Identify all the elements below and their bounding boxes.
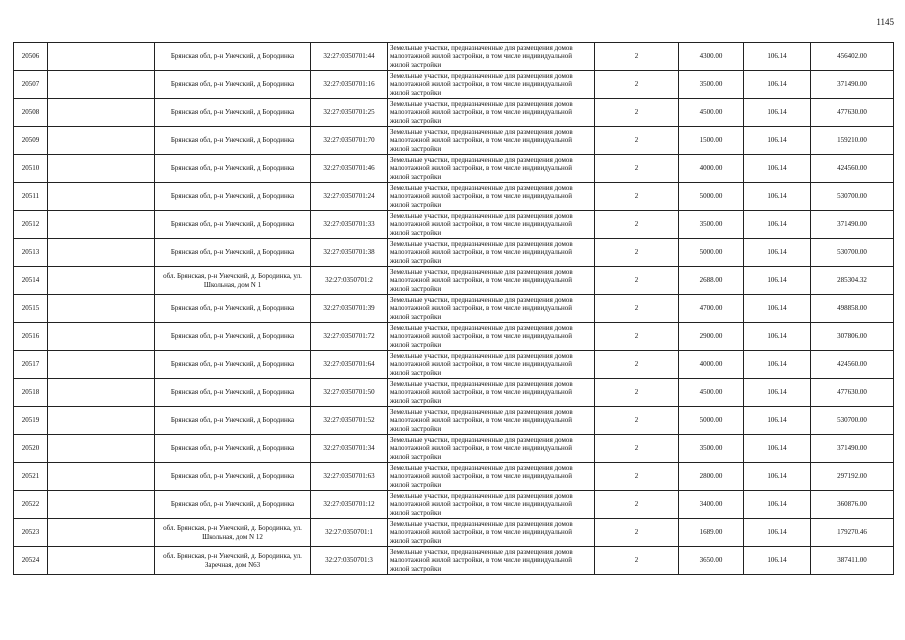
row-number-cell: 20519 <box>14 407 48 435</box>
address-cell: Брянская обл, р-н Унечский, д Бородинка <box>155 463 311 491</box>
unit-value-cell: 106.14 <box>744 519 811 547</box>
category-cell: 2 <box>595 267 679 295</box>
empty-cell <box>48 43 155 71</box>
unit-value-cell: 106.14 <box>744 71 811 99</box>
row-number-cell: 20521 <box>14 463 48 491</box>
area-cell: 4000.00 <box>679 155 744 183</box>
cadastral-value-cell: 285304.32 <box>811 267 894 295</box>
row-number-cell: 20520 <box>14 435 48 463</box>
cadastral-number-cell: 32:27:0350701:46 <box>311 155 388 183</box>
cadastral-value-cell: 297192.00 <box>811 463 894 491</box>
cadastral-number-cell: 32:27:0350701:44 <box>311 43 388 71</box>
empty-cell <box>48 407 155 435</box>
land-use-cell: Земельные участки, предназначенные для размещения домов малоэтажной жилой застройки, в том числе индивидуальной жилой застройки <box>388 127 595 155</box>
cadastral-value-cell: 477630.00 <box>811 99 894 127</box>
address-cell: Брянская обл, р-н Унечский, д Бородинка <box>155 491 311 519</box>
empty-cell <box>48 351 155 379</box>
row-number-cell: 20510 <box>14 155 48 183</box>
table-row <box>14 267 894 295</box>
cadastral-number-cell: 32:27:0350701:1 <box>311 519 388 547</box>
unit-value-cell: 106.14 <box>744 379 811 407</box>
empty-cell <box>48 71 155 99</box>
category-cell: 2 <box>595 379 679 407</box>
unit-value-cell: 106.14 <box>744 435 811 463</box>
area-cell: 4000.00 <box>679 351 744 379</box>
unit-value-cell: 106.14 <box>744 155 811 183</box>
cadastral-value-table <box>13 42 894 575</box>
land-use-cell: Земельные участки, предназначенные для размещения домов малоэтажной жилой застройки, в том числе индивидуальной жилой застройки <box>388 491 595 519</box>
empty-cell <box>48 239 155 267</box>
empty-cell <box>48 379 155 407</box>
cadastral-number-cell: 32:27:0350701:12 <box>311 491 388 519</box>
unit-value-cell: 106.14 <box>744 127 811 155</box>
empty-cell <box>48 519 155 547</box>
unit-value-cell: 106.14 <box>744 99 811 127</box>
empty-cell <box>48 127 155 155</box>
cadastral-value-cell: 530700.00 <box>811 183 894 211</box>
row-number-cell: 20506 <box>14 43 48 71</box>
cadastral-value-cell: 371490.00 <box>811 435 894 463</box>
address-cell: Брянская обл, р-н Унечский, д Бородинка <box>155 211 311 239</box>
row-number-cell: 20509 <box>14 127 48 155</box>
land-use-cell: Земельные участки, предназначенные для размещения домов малоэтажной жилой застройки, в том числе индивидуальной жилой застройки <box>388 183 595 211</box>
cadastral-number-cell: 32:27:0350701:50 <box>311 379 388 407</box>
table-row <box>14 183 894 211</box>
category-cell: 2 <box>595 351 679 379</box>
cadastral-number-cell: 32:27:0350701:34 <box>311 435 388 463</box>
table-row <box>14 43 894 71</box>
address-cell: Брянская обл, р-н Унечский, д Бородинка <box>155 351 311 379</box>
table-row <box>14 127 894 155</box>
category-cell: 2 <box>595 407 679 435</box>
table-row <box>14 547 894 575</box>
table-row <box>14 323 894 351</box>
cadastral-number-cell: 32:27:0350701:24 <box>311 183 388 211</box>
land-use-cell: Земельные участки, предназначенные для размещения домов малоэтажной жилой застройки, в том числе индивидуальной жилой застройки <box>388 155 595 183</box>
row-number-cell: 20507 <box>14 71 48 99</box>
table-row <box>14 407 894 435</box>
cadastral-value-cell: 387411.00 <box>811 547 894 575</box>
land-use-cell: Земельные участки, предназначенные для размещения домов малоэтажной жилой застройки, в том числе индивидуальной жилой застройки <box>388 407 595 435</box>
area-cell: 4500.00 <box>679 99 744 127</box>
address-cell: Брянская обл, р-н Унечский, д Бородинка <box>155 239 311 267</box>
address-cell: обл. Брянская, р-н Унечский, д. Бородинка, ул. Школьная, дом N 12 <box>155 519 311 547</box>
category-cell: 2 <box>595 519 679 547</box>
row-number-cell: 20518 <box>14 379 48 407</box>
cadastral-value-cell: 456402.00 <box>811 43 894 71</box>
area-cell: 4700.00 <box>679 295 744 323</box>
table-row <box>14 379 894 407</box>
cadastral-number-cell: 32:27:0350701:33 <box>311 211 388 239</box>
cadastral-number-cell: 32:27:0350701:39 <box>311 295 388 323</box>
address-cell: Брянская обл, р-н Унечский, д Бородинка <box>155 99 311 127</box>
land-use-cell: Земельные участки, предназначенные для размещения домов малоэтажной жилой застройки, в том числе индивидуальной жилой застройки <box>388 519 595 547</box>
land-use-cell: Земельные участки, предназначенные для размещения домов малоэтажной жилой застройки, в том числе индивидуальной жилой застройки <box>388 211 595 239</box>
cadastral-number-cell: 32:27:0350701:63 <box>311 463 388 491</box>
category-cell: 2 <box>595 211 679 239</box>
address-cell: Брянская обл, р-н Унечский, д Бородинка <box>155 323 311 351</box>
area-cell: 3650.00 <box>679 547 744 575</box>
table-row <box>14 71 894 99</box>
area-cell: 1500.00 <box>679 127 744 155</box>
empty-cell <box>48 267 155 295</box>
empty-cell <box>48 295 155 323</box>
table-row <box>14 295 894 323</box>
empty-cell <box>48 323 155 351</box>
row-number-cell: 20516 <box>14 323 48 351</box>
category-cell: 2 <box>595 295 679 323</box>
unit-value-cell: 106.14 <box>744 211 811 239</box>
unit-value-cell: 106.14 <box>744 43 811 71</box>
unit-value-cell: 106.14 <box>744 323 811 351</box>
empty-cell <box>48 211 155 239</box>
cadastral-number-cell: 32:27:0350701:16 <box>311 71 388 99</box>
table-row <box>14 155 894 183</box>
category-cell: 2 <box>595 183 679 211</box>
table-row <box>14 463 894 491</box>
land-use-cell: Земельные участки, предназначенные для размещения домов малоэтажной жилой застройки, в том числе индивидуальной жилой застройки <box>388 71 595 99</box>
area-cell: 3500.00 <box>679 435 744 463</box>
unit-value-cell: 106.14 <box>744 239 811 267</box>
cadastral-value-cell: 530700.00 <box>811 407 894 435</box>
row-number-cell: 20511 <box>14 183 48 211</box>
category-cell: 2 <box>595 155 679 183</box>
land-use-cell: Земельные участки, предназначенные для размещения домов малоэтажной жилой застройки, в том числе индивидуальной жилой застройки <box>388 463 595 491</box>
land-use-cell: Земельные участки, предназначенные для размещения домов малоэтажной жилой застройки, в том числе индивидуальной жилой застройки <box>388 323 595 351</box>
empty-cell <box>48 99 155 127</box>
area-cell: 3500.00 <box>679 71 744 99</box>
category-cell: 2 <box>595 547 679 575</box>
unit-value-cell: 106.14 <box>744 491 811 519</box>
row-number-cell: 20514 <box>14 267 48 295</box>
row-number-cell: 20515 <box>14 295 48 323</box>
page-number: 1145 <box>876 17 894 27</box>
cadastral-value-cell: 371490.00 <box>811 211 894 239</box>
table-row <box>14 239 894 267</box>
cadastral-number-cell: 32:27:0350701:38 <box>311 239 388 267</box>
address-cell: обл. Брянская, р-н Унечский, д. Бородинка, ул. Школьная, дом N 1 <box>155 267 311 295</box>
address-cell: Брянская обл, р-н Унечский, д Бородинка <box>155 407 311 435</box>
row-number-cell: 20517 <box>14 351 48 379</box>
address-cell: Брянская обл, р-н Унечский, д Бородинка <box>155 155 311 183</box>
category-cell: 2 <box>595 435 679 463</box>
cadastral-number-cell: 32:27:0350701:70 <box>311 127 388 155</box>
land-use-cell: Земельные участки, предназначенные для размещения домов малоэтажной жилой застройки, в том числе индивидуальной жилой застройки <box>388 99 595 127</box>
address-cell: Брянская обл, р-н Унечский, д Бородинка <box>155 183 311 211</box>
land-use-cell: Земельные участки, предназначенные для размещения домов малоэтажной жилой застройки, в том числе индивидуальной жилой застройки <box>388 267 595 295</box>
unit-value-cell: 106.14 <box>744 351 811 379</box>
row-number-cell: 20508 <box>14 99 48 127</box>
cadastral-number-cell: 32:27:0350701:25 <box>311 99 388 127</box>
unit-value-cell: 106.14 <box>744 295 811 323</box>
address-cell: Брянская обл, р-н Унечский, д Бородинка <box>155 435 311 463</box>
cadastral-value-cell: 371490.00 <box>811 71 894 99</box>
address-cell: Брянская обл, р-н Унечский, д Бородинка <box>155 71 311 99</box>
category-cell: 2 <box>595 323 679 351</box>
cadastral-value-cell: 530700.00 <box>811 239 894 267</box>
row-number-cell: 20512 <box>14 211 48 239</box>
area-cell: 2900.00 <box>679 323 744 351</box>
cadastral-value-cell: 424560.00 <box>811 155 894 183</box>
cadastral-number-cell: 32:27:0350701:52 <box>311 407 388 435</box>
table-body <box>14 43 894 575</box>
area-cell: 3500.00 <box>679 211 744 239</box>
unit-value-cell: 106.14 <box>744 267 811 295</box>
land-use-cell: Земельные участки, предназначенные для размещения домов малоэтажной жилой застройки, в том числе индивидуальной жилой застройки <box>388 435 595 463</box>
unit-value-cell: 106.14 <box>744 407 811 435</box>
table-row <box>14 211 894 239</box>
row-number-cell: 20524 <box>14 547 48 575</box>
area-cell: 2688.00 <box>679 267 744 295</box>
land-use-cell: Земельные участки, предназначенные для размещения домов малоэтажной жилой застройки, в том числе индивидуальной жилой застройки <box>388 379 595 407</box>
area-cell: 5000.00 <box>679 183 744 211</box>
category-cell: 2 <box>595 127 679 155</box>
category-cell: 2 <box>595 239 679 267</box>
cadastral-value-cell: 360876.00 <box>811 491 894 519</box>
unit-value-cell: 106.14 <box>744 547 811 575</box>
table-row <box>14 99 894 127</box>
cadastral-number-cell: 32:27:0350701:72 <box>311 323 388 351</box>
unit-value-cell: 106.14 <box>744 183 811 211</box>
area-cell: 4500.00 <box>679 379 744 407</box>
land-use-cell: Земельные участки, предназначенные для размещения домов малоэтажной жилой застройки, в том числе индивидуальной жилой застройки <box>388 43 595 71</box>
address-cell: Брянская обл, р-н Унечский, д Бородинка <box>155 379 311 407</box>
category-cell: 2 <box>595 491 679 519</box>
category-cell: 2 <box>595 99 679 127</box>
table-row <box>14 491 894 519</box>
cadastral-value-cell: 498858.00 <box>811 295 894 323</box>
land-use-cell: Земельные участки, предназначенные для размещения домов малоэтажной жилой застройки, в том числе индивидуальной жилой застройки <box>388 547 595 575</box>
cadastral-number-cell: 32:27:0350701:64 <box>311 351 388 379</box>
area-cell: 3400.00 <box>679 491 744 519</box>
table-row <box>14 519 894 547</box>
address-cell: Брянская обл, р-н Унечский, д Бородинка <box>155 127 311 155</box>
area-cell: 2800.00 <box>679 463 744 491</box>
row-number-cell: 20513 <box>14 239 48 267</box>
table-row <box>14 351 894 379</box>
address-cell: Брянская обл, р-н Унечский, д Бородинка <box>155 43 311 71</box>
address-cell: Брянская обл, р-н Унечский, д Бородинка <box>155 295 311 323</box>
cadastral-value-cell: 307806.00 <box>811 323 894 351</box>
area-cell: 5000.00 <box>679 239 744 267</box>
address-cell: обл. Брянская, р-н Унечский, д. Бородинка, ул. Заречная, дом N63 <box>155 547 311 575</box>
table-row <box>14 435 894 463</box>
land-use-cell: Земельные участки, предназначенные для размещения домов малоэтажной жилой застройки, в том числе индивидуальной жилой застройки <box>388 351 595 379</box>
row-number-cell: 20522 <box>14 491 48 519</box>
empty-cell <box>48 463 155 491</box>
cadastral-value-cell: 179270.46 <box>811 519 894 547</box>
unit-value-cell: 106.14 <box>744 463 811 491</box>
cadastral-value-cell: 159210.00 <box>811 127 894 155</box>
cadastral-value-cell: 477630.00 <box>811 379 894 407</box>
land-use-cell: Земельные участки, предназначенные для размещения домов малоэтажной жилой застройки, в том числе индивидуальной жилой застройки <box>388 239 595 267</box>
area-cell: 5000.00 <box>679 407 744 435</box>
cadastral-number-cell: 32:27:0350701:3 <box>311 547 388 575</box>
empty-cell <box>48 547 155 575</box>
row-number-cell: 20523 <box>14 519 48 547</box>
area-cell: 1689.00 <box>679 519 744 547</box>
category-cell: 2 <box>595 43 679 71</box>
cadastral-value-cell: 424560.00 <box>811 351 894 379</box>
empty-cell <box>48 183 155 211</box>
cadastral-number-cell: 32:27:0350701:2 <box>311 267 388 295</box>
category-cell: 2 <box>595 463 679 491</box>
empty-cell <box>48 155 155 183</box>
land-use-cell: Земельные участки, предназначенные для размещения домов малоэтажной жилой застройки, в том числе индивидуальной жилой застройки <box>388 295 595 323</box>
empty-cell <box>48 435 155 463</box>
category-cell: 2 <box>595 71 679 99</box>
empty-cell <box>48 491 155 519</box>
area-cell: 4300.00 <box>679 43 744 71</box>
